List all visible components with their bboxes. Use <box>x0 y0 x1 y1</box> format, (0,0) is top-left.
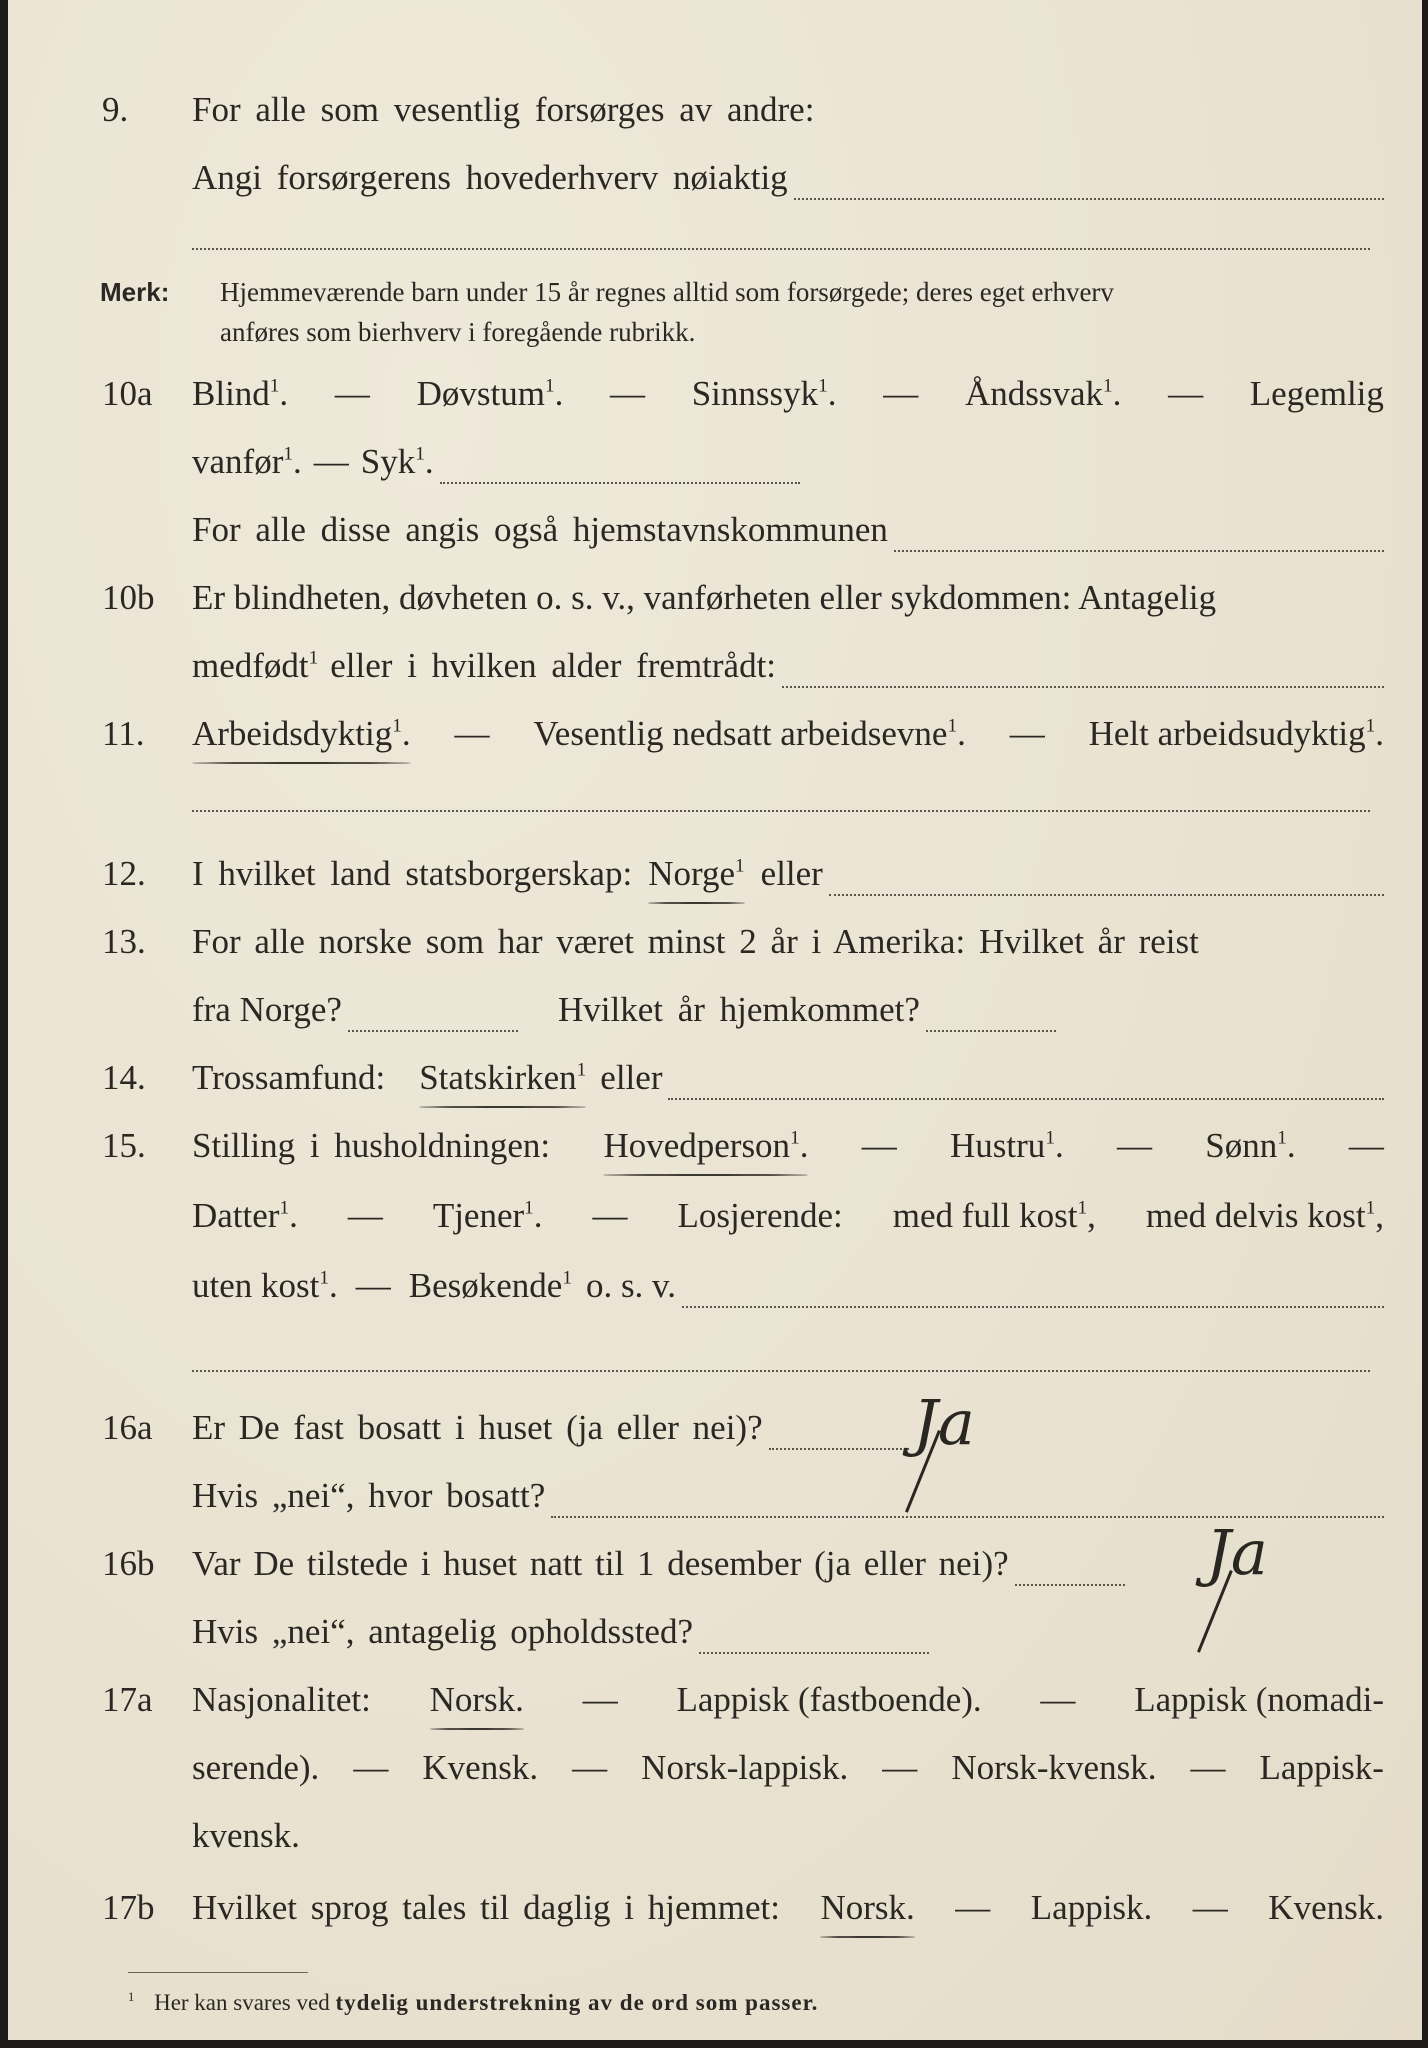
q9-answer-field[interactable] <box>794 170 1384 200</box>
q12-row <box>8 852 1428 912</box>
q17a-lappisk-fast[interactable]: Lappisk (fastboende). <box>676 1680 982 1719</box>
q10a-row2: vanfør$^1$. — Syk$^1$. <box>8 440 1428 500</box>
form-page <box>8 0 1422 2040</box>
q11-udyktig[interactable]: Helt arbeidsudyktig$^1$. <box>1088 714 1384 753</box>
q10a-blind: Blind$^1$. <box>192 374 289 413</box>
q17b-number: 17b <box>102 1888 155 1927</box>
q17a-row2: serende). — Kvensk. — Norsk-lappisk. — Norsk-kvensk. — Lappisk- <box>8 1746 1428 1806</box>
q14-answer-field[interactable] <box>668 1070 1384 1100</box>
q16a-line1: Er De fast bosatt i huset (ja eller nei)? <box>192 1408 763 1447</box>
q16b-line2: Hvis „nei“, antagelig opholdssted? <box>192 1612 693 1651</box>
q15-besokende[interactable]: Besøkende$^1$ <box>408 1266 572 1305</box>
q10a-sinnssyk: Sinnssyk$^1$. <box>691 374 837 413</box>
q14-number: 14. <box>102 1058 146 1097</box>
q15-row1: 15. Stilling i husholdningen: Hovedperson$^1$. — Hustru$^1$. — Sønn$^1$. — <box>8 1124 1428 1184</box>
q17b-text: Hvilket sprog tales til daglig i hjemmet: <box>192 1888 780 1927</box>
q10b-row1 <box>8 576 1428 636</box>
q15-answer-field[interactable] <box>682 1278 1384 1308</box>
q17a-serende: serende). <box>192 1748 320 1787</box>
q9-number: 9. <box>102 90 129 129</box>
q10b-row2 <box>8 644 1428 704</box>
q13-row2 <box>8 988 1428 1048</box>
q15-delvis-kost[interactable]: med delvis kost$^1$, <box>1145 1196 1384 1235</box>
q15-sonn[interactable]: Sønn$^1$. <box>1205 1126 1296 1165</box>
q11-answer-line[interactable] <box>192 810 1370 812</box>
q13-line1: For alle norske som har været minst 2 år i Amerika: Hvilket år reist <box>192 922 1199 961</box>
q17b-lappisk[interactable]: Lappisk. <box>1030 1888 1153 1927</box>
q15-row2: Datter$^1$. — Tjener$^1$. — Losjerende: med full kost$^1$, med delvis kost$^1$, <box>8 1194 1428 1254</box>
q12-answer-field[interactable] <box>829 866 1384 896</box>
merk-line2: anføres som bierhverv i foregående rubrikk. <box>220 317 696 347</box>
footnote-divider <box>128 1972 308 1973</box>
q15-text: Stilling i husholdningen: <box>192 1126 551 1165</box>
q16a-answer-field[interactable] <box>769 1420 909 1450</box>
q16b-line1: Var De tilstede i huset natt til 1 desember (ja eller nei)? <box>192 1544 1009 1583</box>
q15-answer-line[interactable] <box>192 1370 1370 1372</box>
q10b-number: 10b <box>102 578 155 617</box>
footnote-mark: 1 <box>128 1990 135 2005</box>
q17b-row: 17b Hvilket sprog tales til daglig i hjemmet: Norsk. — Lappisk. — Kvensk. <box>8 1886 1428 1946</box>
q16b-answer-field[interactable] <box>1015 1556 1125 1586</box>
q17a-label: Nasjonalitet: <box>192 1680 371 1719</box>
q13-row1 <box>8 920 1428 980</box>
q9-answer-line2[interactable] <box>192 248 1370 250</box>
q15-tjener[interactable]: Tjener$^1$. <box>432 1196 543 1235</box>
q15-row3: uten kost$^1$. — Besøkende$^1$ o. s. v. <box>8 1264 1428 1324</box>
q12-text: I hvilket land statsborgerskap: <box>192 854 633 893</box>
q17a-kvensk[interactable]: Kvensk. <box>422 1748 539 1787</box>
q17b-kvensk[interactable]: Kvensk. <box>1268 1888 1384 1927</box>
q17a-norsk[interactable]: Norsk. <box>430 1678 524 1722</box>
q13-hjemkommet: Hvilket år hjemkommet? <box>557 990 920 1029</box>
q16b-row2 <box>8 1610 1428 1670</box>
q15-osv: o. s. v. <box>585 1266 677 1305</box>
q15-number: 15. <box>102 1126 146 1165</box>
q10a-syk: Syk$^1$. <box>360 442 434 481</box>
q14-eller: eller <box>600 1058 663 1097</box>
q12-norge[interactable]: Norge$^1$ <box>648 852 744 896</box>
q16a-number: 16a <box>102 1408 153 1447</box>
q17a-lappisk-kvensk[interactable]: Lappisk- <box>1259 1748 1384 1787</box>
q10a-legemlig: Legemlig <box>1249 374 1384 413</box>
q17a-number: 17a <box>102 1680 153 1719</box>
q17a-kvensk-cont: kvensk. <box>192 1816 300 1855</box>
footnote-text: Her kan svares ved <box>154 1990 330 2015</box>
q13-number: 13. <box>102 922 146 961</box>
q10a-andssvak: Åndssvak$^1$. <box>964 374 1122 413</box>
footnote-bold: tydelig understrekning av de ord som passer. <box>335 1990 819 2015</box>
q16a-row1 <box>8 1406 1428 1466</box>
q16b-handwritten-answer: Ja <box>1206 1516 1268 1589</box>
q10a-row3 <box>8 508 1428 568</box>
q15-losjerende: Losjerende: <box>677 1196 843 1235</box>
q10b-line2b: eller i hvilken alder fremtrådt: <box>330 646 777 685</box>
q17a-lappisk-nomadi[interactable]: Lappisk (nomadi- <box>1134 1680 1384 1719</box>
q10a-dovstum: Døvstum$^1$. <box>416 374 564 413</box>
q10b-line1: Er blindheten, døvheten o. s. v., vanførheten eller sykdommen: Antagelig <box>192 578 1217 617</box>
q16b-opholdssted-field[interactable] <box>699 1624 929 1654</box>
q9-row1 <box>8 88 1428 148</box>
q16a-handwritten-answer: Ja <box>913 1386 975 1459</box>
q16a-bosatt-field[interactable] <box>551 1488 1384 1518</box>
q15-hustru[interactable]: Hustru$^1$. <box>950 1126 1064 1165</box>
q17b-norsk[interactable]: Norsk. <box>820 1886 914 1930</box>
q12-eller: eller <box>760 854 823 893</box>
q9-line1: For alle som vesentlig forsørges av andre: <box>192 90 815 129</box>
q13-hjemkommet-field[interactable] <box>926 1002 1056 1032</box>
q10a-line3: For alle disse angis også hjemstavnskommunen <box>192 510 888 549</box>
q10a-row1: 10a Blind$^1$. — Døvstum$^1$. — Sinnssyk$^1$. — Åndssvak$^1$. — Legemlig <box>8 372 1428 432</box>
q12-number: 12. <box>102 854 146 893</box>
q15-full-kost[interactable]: med full kost$^1$, <box>892 1196 1096 1235</box>
q15-hovedperson[interactable]: Hovedperson$^1$. <box>603 1124 808 1168</box>
q10a-vanfor: vanfør$^1$. <box>192 442 302 481</box>
merk-label: Merk: <box>100 277 170 307</box>
footnote <box>128 1990 818 2016</box>
q11-nedsatt[interactable]: Vesentlig nedsatt arbeidsevne$^1$. <box>533 714 966 753</box>
q16a-line2: Hvis „nei“, hvor bosatt? <box>192 1476 546 1515</box>
merk-line1: Hjemmeværende barn under 15 år regnes alltid som forsørgede; deres eget erhverv <box>220 277 1114 307</box>
q10b-answer-field[interactable] <box>782 658 1384 688</box>
q13-reist: fra Norge? <box>192 990 342 1029</box>
q17a-norsk-lappisk[interactable]: Norsk-lappisk. <box>641 1748 849 1787</box>
q16b-number: 16b <box>102 1544 155 1583</box>
q15-datter[interactable]: Datter$^1$. <box>192 1196 298 1235</box>
q10a-answer-field[interactable] <box>440 454 800 484</box>
q11-number: 11. <box>102 714 145 753</box>
q11-arbeidsdyktig[interactable]: Arbeidsdyktig$^1$. <box>192 712 411 756</box>
q10a-hjemstavn-field[interactable] <box>894 522 1384 552</box>
q10a-number: 10a <box>102 374 153 413</box>
q15-uten-kost[interactable]: uten kost$^1$. <box>192 1266 338 1305</box>
q10b-medfodt: medfødt$^1$ <box>192 646 319 685</box>
q9-line2: Angi forsørgerens hovederhverv nøiaktig <box>192 158 788 197</box>
q13-reist-field[interactable] <box>348 1002 518 1032</box>
q11-row: 11. Arbeidsdyktig$^1$. — Vesentlig nedsatt arbeidsevne$^1$. — Helt arbeidsudyktig$^1$. <box>8 712 1428 772</box>
q14-text: Trossamfund: <box>192 1058 386 1097</box>
q17a-norsk-kvensk[interactable]: Norsk-kvensk. <box>951 1748 1157 1787</box>
q17a-row3 <box>8 1814 1428 1874</box>
q14-row <box>8 1056 1428 1116</box>
q14-statskirken[interactable]: Statskirken$^1$ <box>419 1056 586 1100</box>
q17a-row1: 17a Nasjonalitet: Norsk. — Lappisk (fastboende). — Lappisk (nomadi- <box>8 1678 1428 1738</box>
q9-row2 <box>8 156 1428 216</box>
